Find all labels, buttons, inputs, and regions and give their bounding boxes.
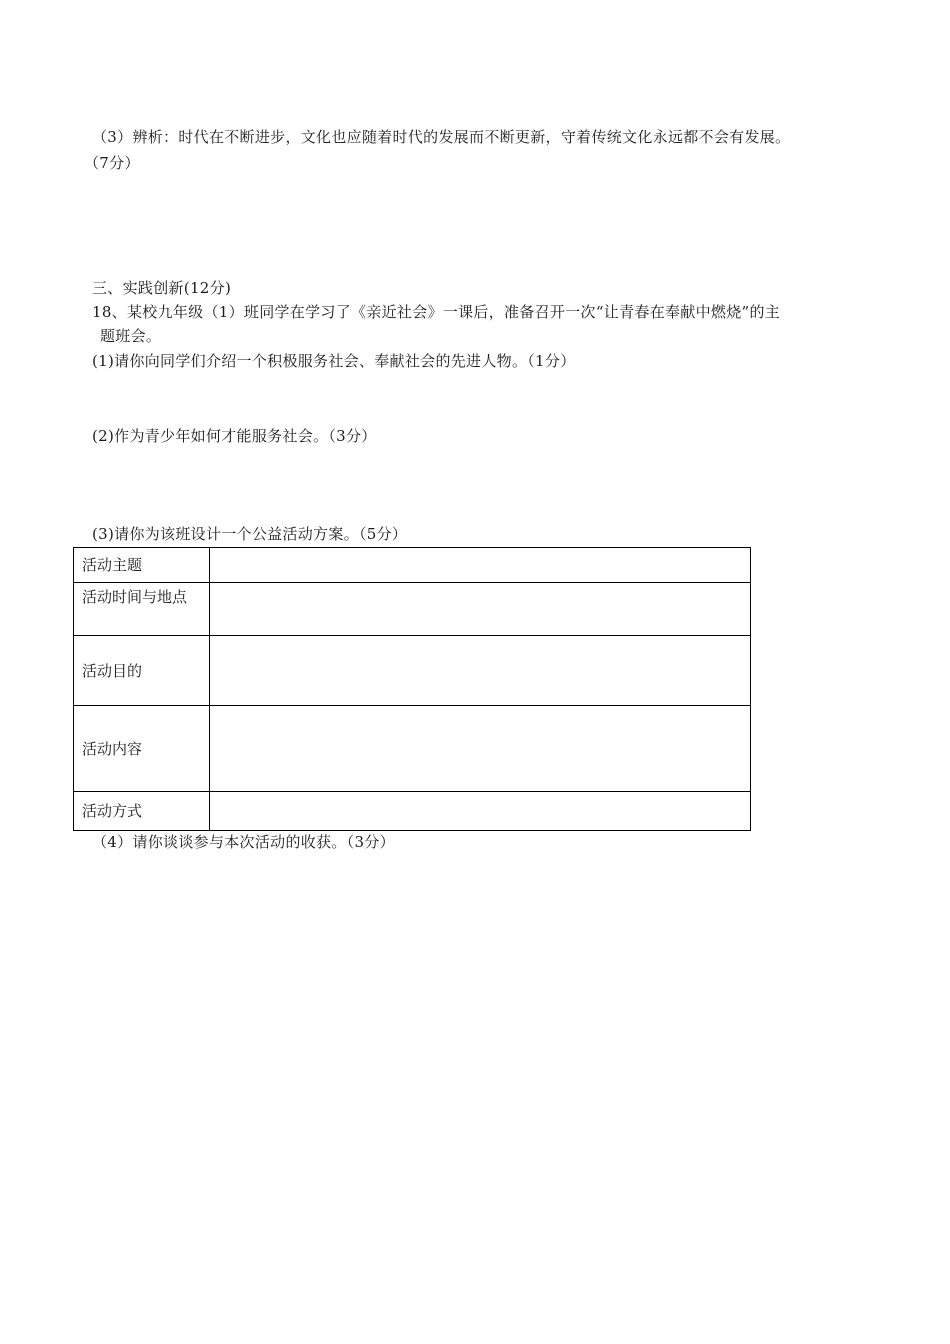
question-18-sub-2: (2)作为青少年如何才能服务社会。（3分） bbox=[92, 427, 377, 445]
question-18-intro-line-2: 题班会。 bbox=[100, 327, 162, 345]
table-row bbox=[74, 636, 751, 706]
activity-time-place-cell[interactable] bbox=[210, 583, 751, 636]
table-row bbox=[74, 706, 751, 792]
table-row bbox=[74, 792, 751, 831]
section-three-title: 三、实践创新(12分) bbox=[92, 279, 232, 297]
activity-method-label: 活动方式 bbox=[74, 792, 210, 831]
table-row bbox=[74, 583, 751, 636]
question-18-sub-4: （4）请你谈谈参与本次活动的收获。（3分） bbox=[92, 833, 395, 851]
table-row bbox=[74, 548, 751, 583]
activity-plan-table bbox=[73, 547, 751, 831]
activity-purpose-label: 活动目的 bbox=[74, 636, 210, 706]
question-3-discern-text: （3）辨析：时代在不断进步，文化也应随着时代的发展而不断更新，守着传统文化永远都不会有发展。 bbox=[92, 128, 791, 146]
activity-purpose-cell[interactable] bbox=[210, 636, 751, 706]
activity-theme-label: 活动主题 bbox=[74, 548, 210, 583]
activity-content-label: 活动内容 bbox=[74, 706, 210, 792]
question-18-sub-3: (3)请你为该班设计一个公益活动方案。（5分） bbox=[92, 525, 408, 543]
activity-time-place-label: 活动时间与地点 bbox=[74, 583, 210, 636]
activity-theme-cell[interactable] bbox=[210, 548, 751, 583]
question-18-sub-1: (1)请你向同学们介绍一个积极服务社会、奉献社会的先进人物。（1分） bbox=[92, 352, 576, 370]
question-3-discern-points: （7分） bbox=[84, 154, 140, 172]
activity-content-cell[interactable] bbox=[210, 706, 751, 792]
question-18-intro-line-1: 18、某校九年级（1）班同学在学习了《亲近社会》一课后，准备召开一次“让青春在奉献中燃烧”的主 bbox=[92, 303, 781, 321]
activity-method-cell[interactable] bbox=[210, 792, 751, 831]
